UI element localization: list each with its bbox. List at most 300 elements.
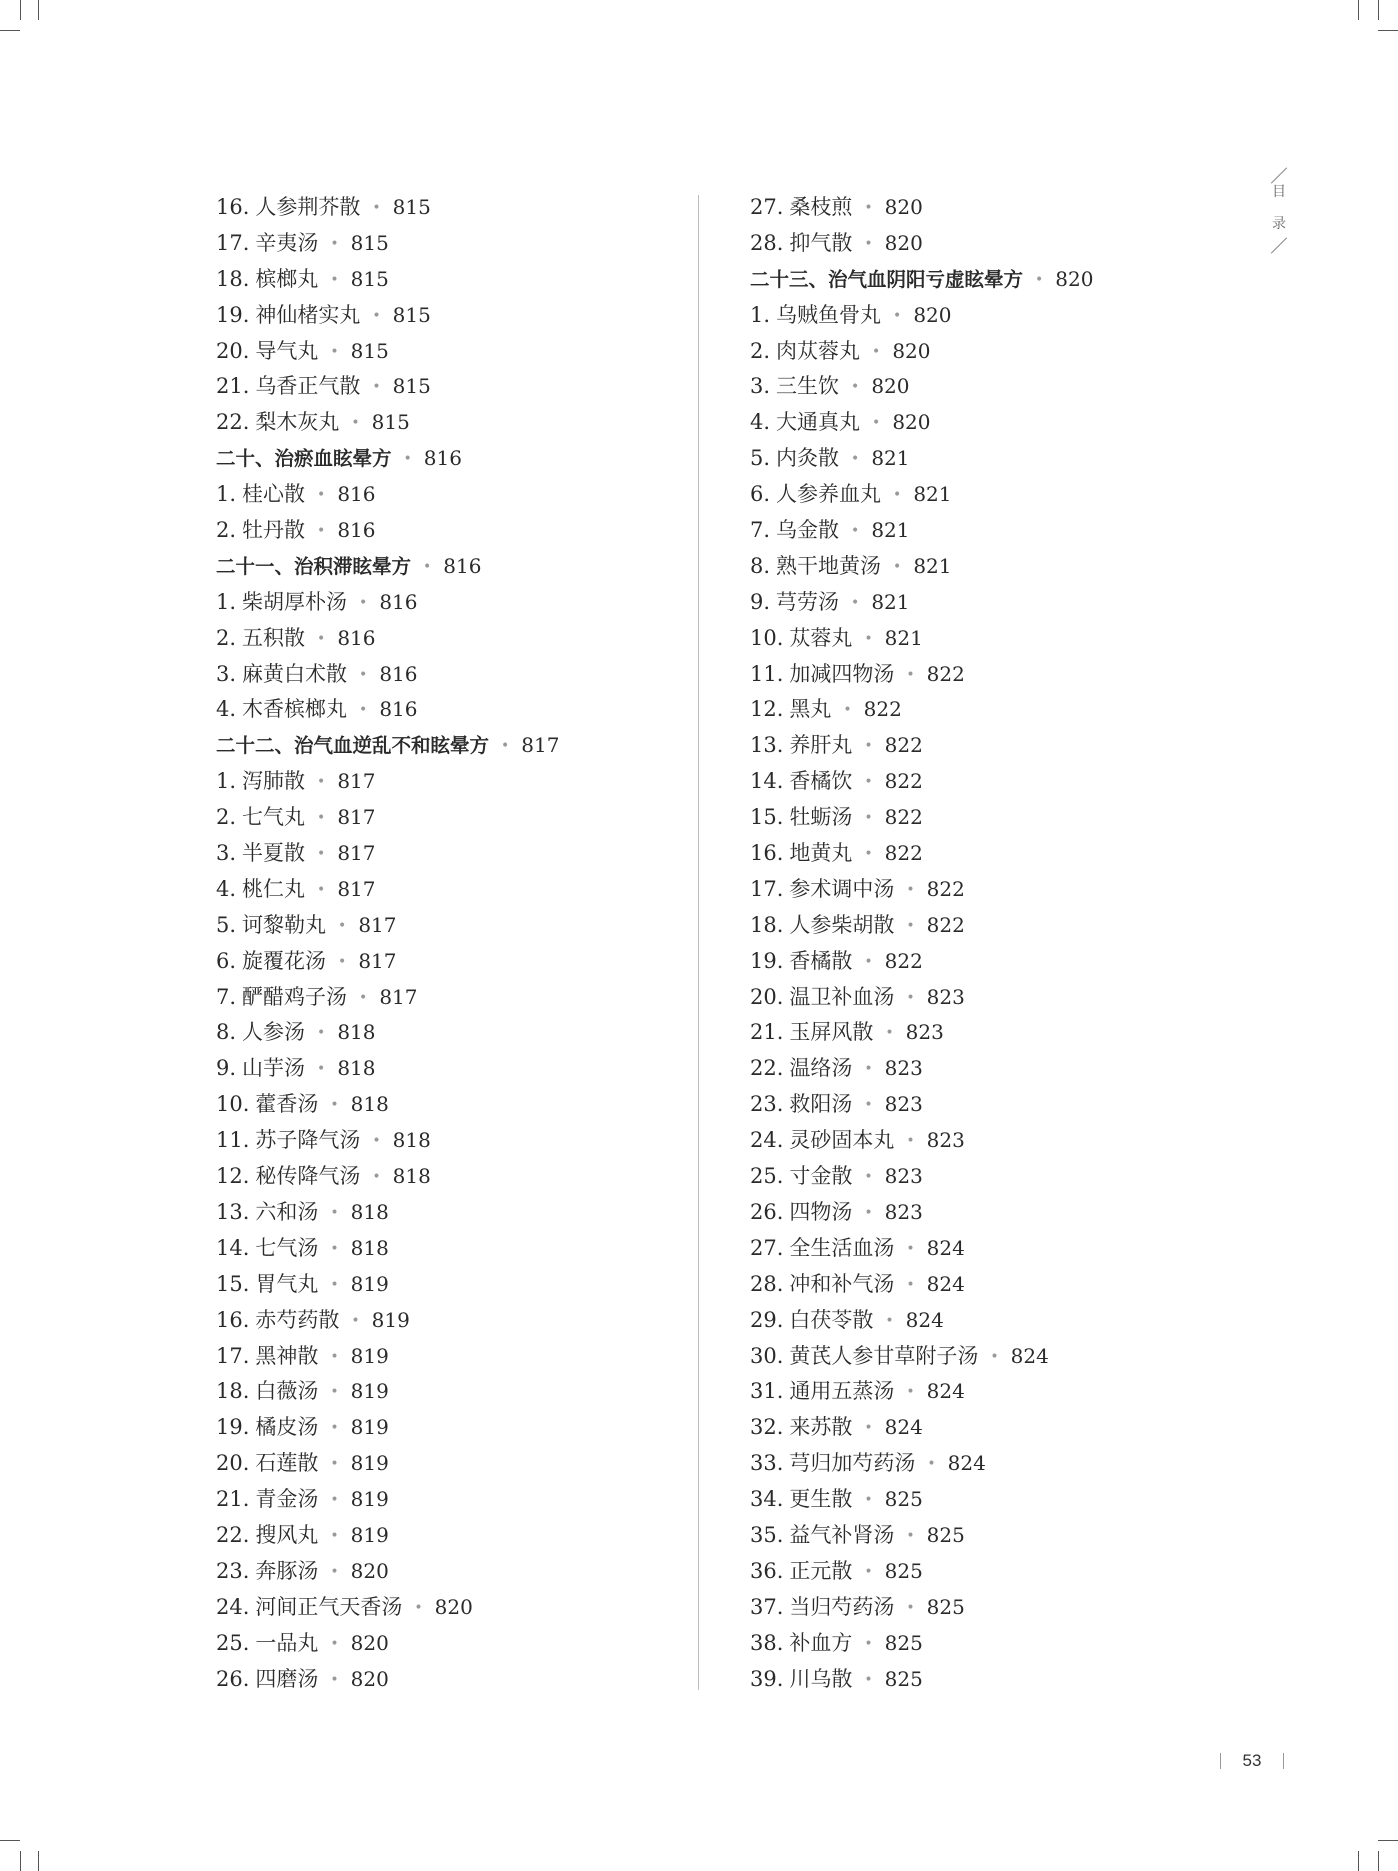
leader-dot: • <box>317 1061 326 1078</box>
toc-entry[interactable] <box>750 1123 1250 1159</box>
toc-entry[interactable] <box>216 621 686 657</box>
crop-mark <box>0 30 20 31</box>
toc-entry[interactable] <box>750 728 1250 764</box>
leader-dot: • <box>864 1420 873 1437</box>
entry-page-number: 817 <box>358 948 397 973</box>
entry-title: 香橘散 <box>789 948 853 973</box>
entry-page-number: 816 <box>443 553 482 578</box>
crop-mark <box>0 1840 20 1841</box>
toc-entry[interactable] <box>750 441 1250 477</box>
entry-page-number: 815 <box>392 374 431 399</box>
leader-dot: • <box>864 235 873 252</box>
toc-entry[interactable] <box>750 1195 1250 1231</box>
entry-number: 9. <box>216 1056 237 1081</box>
toc-entry[interactable] <box>216 657 686 693</box>
toc-entry[interactable] <box>216 836 686 872</box>
toc-entry[interactable] <box>216 1231 686 1267</box>
toc-entry[interactable] <box>216 334 686 370</box>
entry-title: 补血方 <box>789 1630 853 1655</box>
toc-entry[interactable] <box>750 1087 1250 1123</box>
entry-title: 秘传降气汤 <box>255 1164 361 1189</box>
leader-dot: • <box>330 1492 339 1509</box>
leader-dot: • <box>851 523 860 540</box>
leader-dot: • <box>330 1671 339 1688</box>
leader-dot: • <box>864 630 873 647</box>
entry-title: 胃气丸 <box>255 1271 319 1296</box>
entry-title: 抑气散 <box>789 230 853 255</box>
entry-page-number: 820 <box>1055 266 1094 291</box>
toc-entry[interactable] <box>750 657 1250 693</box>
leader-dot: • <box>330 235 339 252</box>
toc-entry[interactable] <box>216 369 686 405</box>
entry-title: 乌金散 <box>776 518 840 543</box>
leader-dot: • <box>906 1384 915 1401</box>
toc-entry[interactable] <box>216 1662 686 1698</box>
entry-number: 21. <box>216 374 250 399</box>
toc-entry[interactable] <box>216 692 686 728</box>
tab-char-mu: 目 <box>1272 184 1286 200</box>
entry-title: 七气丸 <box>242 805 306 830</box>
entry-page-number: 818 <box>337 1056 376 1081</box>
entry-number: 18. <box>750 912 784 937</box>
entry-number: 17. <box>750 876 784 901</box>
toc-entry[interactable] <box>216 298 686 334</box>
crop-mark <box>1378 1840 1398 1841</box>
entry-title: 黑丸 <box>789 697 832 722</box>
leader-dot: • <box>330 271 339 288</box>
entry-title: 加减四物汤 <box>789 661 895 686</box>
entry-page-number: 823 <box>926 984 965 1009</box>
toc-entry[interactable] <box>750 585 1250 621</box>
entry-number: 1. <box>750 302 771 327</box>
entry-title: 辛夷汤 <box>255 230 319 255</box>
leader-dot: • <box>906 989 915 1006</box>
entry-page-number: 823 <box>884 1164 923 1189</box>
toc-entry[interactable] <box>750 944 1250 980</box>
toc-entry[interactable] <box>216 1159 686 1195</box>
entry-title: 肉苁蓉丸 <box>776 338 861 363</box>
entry-page-number: 821 <box>884 625 923 650</box>
entry-title: 全生活血汤 <box>789 1235 895 1260</box>
entry-page-number: 815 <box>371 410 410 435</box>
toc-entry[interactable] <box>750 1626 1250 1662</box>
entry-title: 柴胡厚朴汤 <box>242 589 348 614</box>
entry-number: 18. <box>216 1379 250 1404</box>
entry-title: 熟干地黄汤 <box>776 553 882 578</box>
entry-number: 6. <box>216 948 237 973</box>
entry-number: 23. <box>216 1558 250 1583</box>
toc-entry[interactable] <box>216 477 686 513</box>
entry-number: 39. <box>750 1666 784 1691</box>
entry-number: 13. <box>216 1199 250 1224</box>
entry-title: 来苏散 <box>789 1415 853 1440</box>
leader-dot: • <box>864 1635 873 1652</box>
toc-entry[interactable] <box>216 1374 686 1410</box>
leader-dot: • <box>317 881 326 898</box>
entry-title: 冲和补气汤 <box>789 1271 895 1296</box>
entry-number: 15. <box>216 1271 250 1296</box>
toc-entry[interactable] <box>216 513 686 549</box>
toc-entry[interactable] <box>216 1554 686 1590</box>
toc-entry[interactable] <box>750 908 1250 944</box>
entry-number: 24. <box>216 1594 250 1619</box>
entry-title: 温络汤 <box>789 1056 853 1081</box>
page-folio <box>1220 1748 1284 1774</box>
toc-entry[interactable] <box>750 1231 1250 1267</box>
entry-title: 神仙楮实丸 <box>255 302 361 327</box>
toc-entry[interactable] <box>216 1015 686 1051</box>
toc-entry[interactable] <box>750 477 1250 513</box>
entry-number: 5. <box>216 912 237 937</box>
entry-page-number: 824 <box>926 1271 965 1296</box>
toc-entry[interactable] <box>216 944 686 980</box>
toc-entry[interactable] <box>216 226 686 262</box>
entry-title: 玉屏风散 <box>789 1020 874 1045</box>
entry-title: 搜风丸 <box>255 1522 319 1547</box>
entry-number: 14. <box>216 1235 250 1260</box>
heading-title: 二十三、治气血阴阳亏虚眩晕方 <box>750 267 1024 291</box>
entry-number: 34. <box>750 1487 784 1512</box>
entry-title: 参术调中汤 <box>789 876 895 901</box>
entry-title: 旋覆花汤 <box>242 948 327 973</box>
entry-page-number: 824 <box>947 1451 986 1476</box>
crop-mark <box>38 1851 39 1871</box>
entry-title: 酽醋鸡子汤 <box>242 984 348 1009</box>
toc-entry[interactable] <box>216 1051 686 1087</box>
page-number: 53 <box>1242 1751 1262 1770</box>
toc-entry[interactable] <box>750 980 1250 1016</box>
heading-title: 二十一、治积滞眩晕方 <box>216 554 412 578</box>
entry-page-number: 816 <box>423 446 462 471</box>
toc-entry[interactable] <box>750 1590 1250 1626</box>
leader-dot: • <box>351 415 360 432</box>
entry-title: 白薇汤 <box>255 1379 319 1404</box>
toc-section-heading[interactable] <box>216 549 686 585</box>
leader-dot: • <box>864 1061 873 1078</box>
entry-title: 四物汤 <box>789 1199 853 1224</box>
entry-page-number: 820 <box>871 374 910 399</box>
leader-dot: • <box>927 1456 936 1473</box>
entry-page-number: 817 <box>358 912 397 937</box>
entry-title: 青金汤 <box>255 1487 319 1512</box>
entry-number: 16. <box>216 1307 250 1332</box>
entry-page-number: 819 <box>350 1379 389 1404</box>
crop-mark <box>1378 30 1398 31</box>
toc-entry[interactable] <box>750 1554 1250 1590</box>
entry-title: 导气丸 <box>255 338 319 363</box>
entry-title: 奔豚汤 <box>255 1558 319 1583</box>
entry-number: 28. <box>750 1271 784 1296</box>
entry-page-number: 825 <box>884 1666 923 1691</box>
toc-section-heading[interactable] <box>216 728 686 764</box>
toc-entry[interactable] <box>750 369 1250 405</box>
leader-dot: • <box>501 738 510 755</box>
entry-number: 24. <box>750 1128 784 1153</box>
entry-title: 六和汤 <box>255 1199 319 1224</box>
toc-entry[interactable] <box>216 1303 686 1339</box>
entry-page-number: 825 <box>884 1630 923 1655</box>
toc-entry[interactable] <box>750 1482 1250 1518</box>
toc-entry[interactable] <box>750 872 1250 908</box>
entry-number: 20. <box>216 1451 250 1476</box>
entry-page-number: 821 <box>913 482 952 507</box>
toc-entry[interactable] <box>750 1339 1250 1375</box>
entry-number: 2. <box>216 518 237 543</box>
entry-number: 28. <box>750 230 784 255</box>
leader-dot: • <box>906 881 915 898</box>
entry-number: 22. <box>216 410 250 435</box>
entry-title: 槟榔丸 <box>255 266 319 291</box>
entry-page-number: 816 <box>337 625 376 650</box>
entry-title: 人参荆芥散 <box>255 195 361 219</box>
leader-dot: • <box>872 343 881 360</box>
leader-dot: • <box>372 1133 381 1150</box>
entry-number: 16. <box>750 841 784 866</box>
entry-title: 赤芍药散 <box>255 1307 340 1332</box>
entry-page-number: 820 <box>884 195 923 219</box>
entry-number: 5. <box>750 446 771 471</box>
entry-title: 苁蓉丸 <box>789 625 853 650</box>
toc-entry[interactable] <box>750 1159 1250 1195</box>
toc-entry[interactable] <box>216 1339 686 1375</box>
entry-number: 35. <box>750 1522 784 1547</box>
toc-entry[interactable] <box>750 549 1250 585</box>
toc-entry[interactable] <box>750 621 1250 657</box>
leader-dot: • <box>330 1420 339 1437</box>
heading-title: 二十、治瘀血眩晕方 <box>216 447 392 471</box>
toc-entry[interactable] <box>216 980 686 1016</box>
leader-dot: • <box>317 487 326 504</box>
toc-entry[interactable] <box>750 764 1250 800</box>
crop-mark <box>1358 0 1359 20</box>
entry-number: 27. <box>750 1235 784 1260</box>
toc-entry[interactable] <box>750 1410 1250 1446</box>
leader-dot: • <box>893 307 902 324</box>
entry-page-number: 818 <box>350 1199 389 1224</box>
entry-page-number: 819 <box>350 1522 389 1547</box>
leader-dot: • <box>338 953 347 970</box>
entry-page-number: 815 <box>392 195 431 219</box>
leader-dot: • <box>317 1025 326 1042</box>
leader-dot: • <box>372 379 381 396</box>
toc-section-heading[interactable] <box>216 441 686 477</box>
entry-page-number: 822 <box>926 661 965 686</box>
leader-dot: • <box>864 1563 873 1580</box>
entry-page-number: 820 <box>350 1630 389 1655</box>
entry-number: 22. <box>216 1522 250 1547</box>
leader-dot: • <box>330 1097 339 1114</box>
leader-dot: • <box>338 917 347 934</box>
entry-title: 七气汤 <box>255 1235 319 1260</box>
entry-title: 芎劳汤 <box>776 589 840 614</box>
entry-page-number: 820 <box>913 302 952 327</box>
entry-title: 一品丸 <box>255 1630 319 1655</box>
entry-page-number: 818 <box>350 1092 389 1117</box>
leader-dot: • <box>359 989 368 1006</box>
folio-bar-right <box>1283 1753 1284 1769</box>
leader-dot: • <box>317 630 326 647</box>
entry-number: 26. <box>750 1199 784 1224</box>
toc-entry[interactable] <box>750 1051 1250 1087</box>
toc-entry[interactable] <box>750 800 1250 836</box>
toc-entry[interactable] <box>216 1410 686 1446</box>
crop-mark <box>1378 0 1379 20</box>
entry-page-number: 815 <box>350 338 389 363</box>
toc-entry[interactable] <box>216 1482 686 1518</box>
leader-dot: • <box>872 415 881 432</box>
leader-dot: • <box>317 810 326 827</box>
entry-number: 16. <box>216 195 250 219</box>
entry-title: 四磨汤 <box>255 1666 319 1691</box>
toc-entry[interactable] <box>216 1267 686 1303</box>
entry-page-number: 824 <box>905 1307 944 1332</box>
entry-title: 香橘饮 <box>789 769 853 794</box>
entry-number: 20. <box>216 338 250 363</box>
entry-title: 苏子降气汤 <box>255 1128 361 1153</box>
toc-entry[interactable] <box>750 405 1250 441</box>
entry-number: 1. <box>216 482 237 507</box>
entry-page-number: 820 <box>434 1594 473 1619</box>
toc-entry[interactable] <box>750 298 1250 334</box>
toc-entry[interactable] <box>216 585 686 621</box>
toc-entry[interactable] <box>216 1087 686 1123</box>
entry-title: 人参养血丸 <box>776 482 882 507</box>
entry-number: 17. <box>216 230 250 255</box>
entry-number: 10. <box>216 1092 250 1117</box>
entry-number: 11. <box>216 1128 250 1153</box>
entry-number: 3. <box>750 374 771 399</box>
leader-dot: • <box>864 1097 873 1114</box>
toc-entry[interactable] <box>750 513 1250 549</box>
entry-page-number: 822 <box>884 769 923 794</box>
entry-page-number: 820 <box>350 1558 389 1583</box>
entry-page-number: 816 <box>379 661 418 686</box>
toc-entry[interactable] <box>216 1123 686 1159</box>
entry-number: 12. <box>750 697 784 722</box>
leader-dot: • <box>864 1671 873 1688</box>
entry-number: 31. <box>750 1379 784 1404</box>
toc-entry[interactable] <box>216 1446 686 1482</box>
entry-page-number: 815 <box>392 302 431 327</box>
leader-dot: • <box>351 1312 360 1329</box>
leader-dot: • <box>851 594 860 611</box>
entry-title: 内灸散 <box>776 446 840 471</box>
toc-entry[interactable] <box>750 1267 1250 1303</box>
entry-page-number: 820 <box>350 1666 389 1691</box>
entry-page-number: 818 <box>392 1128 431 1153</box>
entry-page-number: 825 <box>926 1522 965 1547</box>
toc-entry[interactable] <box>216 1590 686 1626</box>
entry-page-number: 817 <box>337 841 376 866</box>
leader-dot: • <box>864 953 873 970</box>
toc-entry[interactable] <box>750 836 1250 872</box>
entry-page-number: 821 <box>871 589 910 614</box>
entry-page-number: 819 <box>350 1271 389 1296</box>
leader-dot: • <box>330 1456 339 1473</box>
toc-entry[interactable] <box>750 1518 1250 1554</box>
toc-entry[interactable] <box>750 1446 1250 1482</box>
entry-page-number: 821 <box>871 518 910 543</box>
entry-title: 河间正气天香汤 <box>255 1594 403 1619</box>
toc-entry[interactable] <box>216 1626 686 1662</box>
entry-number: 6. <box>750 482 771 507</box>
entry-number: 3. <box>216 841 237 866</box>
toc-entry[interactable] <box>216 764 686 800</box>
toc-entry[interactable] <box>216 800 686 836</box>
toc-left-column <box>216 190 686 1697</box>
entry-number: 27. <box>750 195 784 219</box>
entry-title: 麻黄白术散 <box>242 661 348 686</box>
toc-entry[interactable] <box>216 872 686 908</box>
leader-dot: • <box>372 1169 381 1186</box>
heading-title: 二十二、治气血逆乱不和眩晕方 <box>216 734 490 758</box>
entry-page-number: 818 <box>350 1235 389 1260</box>
entry-title: 牡丹散 <box>242 518 306 543</box>
toc-entry[interactable] <box>750 692 1250 728</box>
entry-title: 黑神散 <box>255 1343 319 1368</box>
crop-mark <box>20 0 21 20</box>
entry-page-number: 819 <box>350 1451 389 1476</box>
toc-entry[interactable] <box>750 1374 1250 1410</box>
entry-page-number: 816 <box>379 697 418 722</box>
entry-number: 21. <box>750 1020 784 1045</box>
toc-section-heading[interactable] <box>750 262 1250 298</box>
entry-title: 益气补肾汤 <box>789 1522 895 1547</box>
leader-dot: • <box>423 558 432 575</box>
entry-number: 8. <box>750 553 771 578</box>
toc-entry[interactable] <box>216 1518 686 1554</box>
toc-entry[interactable] <box>750 334 1250 370</box>
entry-number: 7. <box>750 518 771 543</box>
column-divider <box>698 195 699 1690</box>
entry-title: 山芋汤 <box>242 1056 306 1081</box>
entry-number: 22. <box>750 1056 784 1081</box>
leader-dot: • <box>906 1527 915 1544</box>
toc-entry[interactable] <box>216 1195 686 1231</box>
crop-mark <box>1358 1851 1359 1871</box>
entry-page-number: 819 <box>371 1307 410 1332</box>
leader-dot: • <box>864 1169 873 1186</box>
toc-entry[interactable] <box>216 190 686 226</box>
leader-dot: • <box>330 1563 339 1580</box>
leader-dot: • <box>893 487 902 504</box>
toc-entry[interactable] <box>750 1303 1250 1339</box>
leader-dot: • <box>906 1240 915 1257</box>
toc-entry[interactable] <box>750 226 1250 262</box>
entry-number: 38. <box>750 1630 784 1655</box>
entry-page-number: 822 <box>863 697 902 722</box>
leader-dot: • <box>330 1348 339 1365</box>
leader-dot: • <box>330 1240 339 1257</box>
toc-entry[interactable] <box>216 405 686 441</box>
entry-number: 25. <box>750 1164 784 1189</box>
entry-title: 五积散 <box>242 625 306 650</box>
leader-dot: • <box>864 200 873 216</box>
toc-entry[interactable] <box>750 1662 1250 1698</box>
entry-title: 人参汤 <box>242 1020 306 1045</box>
entry-title: 灵砂固本丸 <box>789 1128 895 1153</box>
leader-dot: • <box>906 917 915 934</box>
crop-mark <box>38 0 39 20</box>
toc-entry[interactable] <box>216 908 686 944</box>
entry-title: 三生饮 <box>776 374 840 399</box>
toc-entry[interactable] <box>216 262 686 298</box>
entry-number: 2. <box>750 338 771 363</box>
entry-number: 2. <box>216 625 237 650</box>
entry-number: 19. <box>216 302 250 327</box>
toc-entry[interactable] <box>750 1015 1250 1051</box>
toc-entry[interactable] <box>750 190 1250 226</box>
